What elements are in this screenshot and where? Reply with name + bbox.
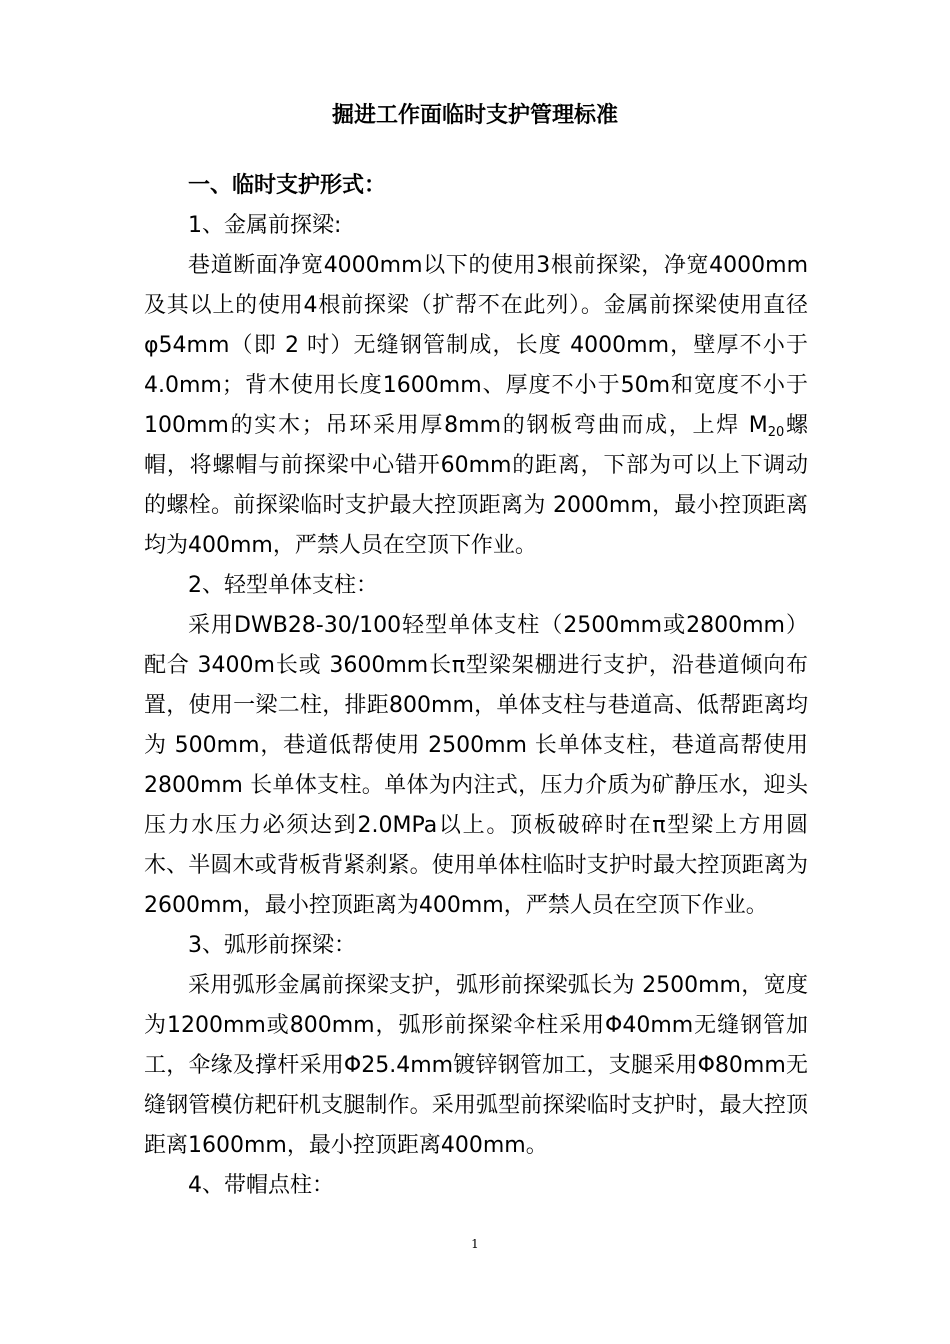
document-title: 掘进工作面临时支护管理标准 xyxy=(331,103,618,128)
paragraph-text: 螺帽，将螺帽与前探梁中心错开60mm的距离，下部为可以上下调动的螺栓。前探梁临时支护最大控顶距离为 2000mm，最小控顶距离均为400mm，严禁人员在空顶下作业。 xyxy=(144,413,808,558)
subscript-text: 20 xyxy=(767,425,785,440)
section-heading: 一、临时支护形式： xyxy=(188,173,387,198)
paragraph-light-single-prop: 采用DWB28-30/100轻型单体支柱（2500mm或2800mm）配合 3400m长或 3600mm长π型梁架棚进行支护，沿巷道倾向布置，使用一梁二柱，排距800mm，单体支柱与巷道高、低帮距离均为 500mm，巷道低帮使用 2500mm 长单体支柱，巷道高帮使用2800mm 长单体支柱。单体为内注式，压力介质为矿静压水，迎头压力水压力必须达到2.0MPa以上。顶板破碎时在π型梁上方用圆木、半圆木或背板背紧刹紧。使用单体柱临时支护时最大控顶距离为2600mm，最小控顶距离为400mm，严禁人员在空顶下作业。 xyxy=(144,613,808,918)
item-heading-metal-probe-beam: 1、金属前探梁: xyxy=(188,213,342,238)
item-heading-capped-point-prop: 4、带帽点柱： xyxy=(188,1173,334,1198)
document-body xyxy=(144,166,808,1206)
paragraph-text: 巷道断面净宽4000mm以下的使用3根前探梁，净宽4000mm及其以上的使用4根前探梁（扩帮不在此列）。金属前探梁使用直径φ54mm（即 2 吋）无缝钢管制成，长度 4000mm，壁厚不小于4.0mm；背木使用长度1600mm、厚度不小于50m和宽度不小于100mm的实木；吊环采用厚8mm的钢板弯曲而成，上焊 M xyxy=(144,253,808,438)
item-heading-light-single-prop: 2、轻型单体支柱： xyxy=(188,573,378,598)
page-number: 1 xyxy=(471,1237,479,1251)
paragraph-arc-probe-beam: 采用弧形金属前探梁支护，弧形前探梁弧长为 2500mm，宽度为1200mm或800mm，弧形前探梁伞柱采用Φ40mm无缝钢管加工，伞缘及撑杆采用Φ25.4mm镀锌钢管加工，支腿采用Φ80mm无缝钢管模仿耙矸机支腿制作。采用弧型前探梁临时支护时，最大控顶距离1600mm，最小控顶距离400mm。 xyxy=(144,973,808,1158)
paragraph-metal-probe-beam xyxy=(144,246,808,566)
item-heading-arc-probe-beam: 3、弧形前探梁： xyxy=(188,933,356,958)
